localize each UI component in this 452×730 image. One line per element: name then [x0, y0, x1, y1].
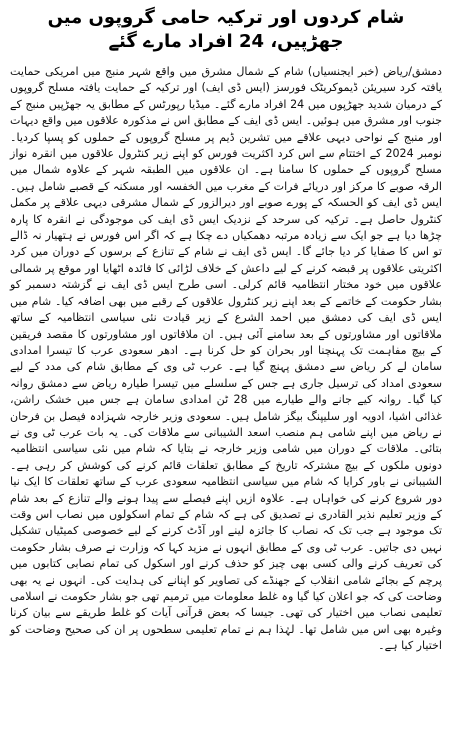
article-headline: شام کردوں اور ترکیہ حامی گروپوں میں جھڑپیں، 24 افراد مارے گئے: [47, 7, 405, 52]
article-paragraph: دمشق/ریاض (خبر ایجنسیاں) شام کے شمال مشرق میں واقع شہر منبج میں امریکی حمایت یافتہ کرد سیریئن ڈیموکریٹک فورسز (ایس ڈی ایف) اور ترکیہ کے حمایت یافتہ مسلح گروپوں کے درمیان شدید جھڑپوں میں 24 افراد مارے گئے۔ میڈیا رپورٹس کے مطابق یہ جھڑپیں منبج کے جنوب اور مشرق میں ہوئیں۔ ایس ڈی ایف کے مطابق اس نے مذکورہ علاقوں میں واقع دیہات اور منبج کے نواحی دیہی علاقے میں تشرین ڈیم پر مسلح گروپوں کے حملوں کو پسپا کردیا۔ نومبر 2024 کے اختتام سے اس کرد اکثریت فورس کو اپنے زیر کنٹرول علاقوں میں انقرہ نواز مسلح گروپوں کے حملوں کا سامنا ہے۔ ان علاقوں میں الطبقہ شہر کے علاوہ شمال میں الرقہ صوبے کا مرکز اور دریائے فرات کے مغرب میں الخفسہ اور مسکنہ کے قصبے شامل ہیں۔ ایس ڈی ایف کو الحسکہ کے پورے صوبے اور دیرالزور کے شمال مشرقی دیہی علاقے پر مکمل کنٹرول حاصل ہے۔ ترکیہ کی سرحد کے نزدیک ایس ڈی ایف کی موجودگی نے انقرہ کا پارہ چڑھا دیا ہے جو ایک سے زیادہ مرتبہ دھمکیاں دے چکا ہے کہ اگر اس فورس نے ہتھیار نہ ڈالے تو اس کا صفایا کر دیا جائے گا۔ ایس ڈی ایف نے شام کے تنازع کے برسوں کے دوران میں کرد اکثریتی علاقوں پر قبضہ کرنے کے لیے داعش کے خلاف لڑائی کا فائدہ اٹھایا اور موقع پر شمالی علاقوں میں خود مختار انتظامیہ قائم کرلی۔ اسی طرح ایس ڈی ایف نے گزشتہ دسمبر کو بشار حکومت کے خاتمے کے بعد اپنے زیر کنٹرول علاقوں کے رقبے میں بھی اضافہ کیا۔ شام میں ایس ڈی ایف کی دمشق میں احمد الشرع کے زیر قیادت نئی سیاسی انتظامیہ کے ساتھ ملاقاتوں اور مشاورتوں کے بعد سامنے آئی ہیں۔ ان ملاقاتوں اور مشاورتوں کا مقصد فریقین کے بیچ مفاہمت تک پہنچنا اور بحران کو حل کرنا ہے۔ ادھر سعودی عرب کا تیسرا امدادی سامان لے کر ریاض سے دمشق پہنچ گیا ہے۔ عرب ٹی وی کے مطابق شام کی مدد کے لیے سعودی امداد کی ترسیل جاری ہے جس کے سلسلے میں تیسرا طیارہ ریاض سے دمشق روانہ کیا گیا۔ روانہ کیے جانے والے طیارے میں 28 ٹن امدادی سامان ہے جس میں خشک راشن، غذائی اشیا، ادویہ اور سلیپنگ بیگز شامل ہیں۔ سعودی وزیر خارجہ شہزادہ فیصل بن فرحان نے ریاض میں اپنے شامی ہم منصب اسعد الشیبانی سے ملاقات کی۔ یہ بات عرب ٹی وی نے بتائی۔ ملاقات کے دوران میں شامی وزیر خارجہ نے بتایا کہ شام میں نئی سیاسی انتظامیہ دونوں ملکوں کے بیچ مشترکہ تاریخ کے مطابق تعلقات قائم کرنے کی کوشش کر رہی ہے۔ الشیبانی نے باور کرایا کہ شام میں سیاسی انتظامیہ سعودی عرب کے ساتھ تعلقات کا ایک نیا دور شروع کرنے کی خواہاں ہے۔ علاوہ ازیں اپنے فیصلے سے پیدا ہونے والے تنازع کے بعد شام کے وزیر تعلیم نذیر القادری نے تصدیق کی ہے کہ شام کے تمام اسکولوں میں نصاب اس وقت تک موجود ہے جب تک کہ نصاب کا جائزہ لینے اور آڈٹ کرنے کے لیے خصوصی کمیٹیاں تشکیل نہیں دی جاتیں۔ عرب ٹی وی کے مطابق انہوں نے مزید کہا کہ وزارت نے صرف بشار حکومت کی تعریف کرنے والی کسی بھی چیز کو حذف کرنے اور اسکول کی تمام نصابی کتابوں میں پرچم کے بجائے شامی انقلاب کے جھنڈے کی تصاویر کو اپنانے کی ہدایت کی۔ انہوں نے یہ بھی وضاحت کی کہ جو اعلان کیا گیا وہ غلط معلومات میں ترمیم تھی جو بشار حکومت نے اسلامی تعلیمی نصاب میں اختیار کی تھی۔ جیسا کہ بعض قرآنی آیات کو غلط طریقے سے بیان کرنا وغیرہ بھی اس میں شامل تھا۔ لہٰذا ہم نے تمام تعلیمی سطحوں پر ان کی صحیح وضاحت کو اختیار کیا ہے۔: [10, 65, 442, 653]
article-body: [10, 64, 442, 655]
